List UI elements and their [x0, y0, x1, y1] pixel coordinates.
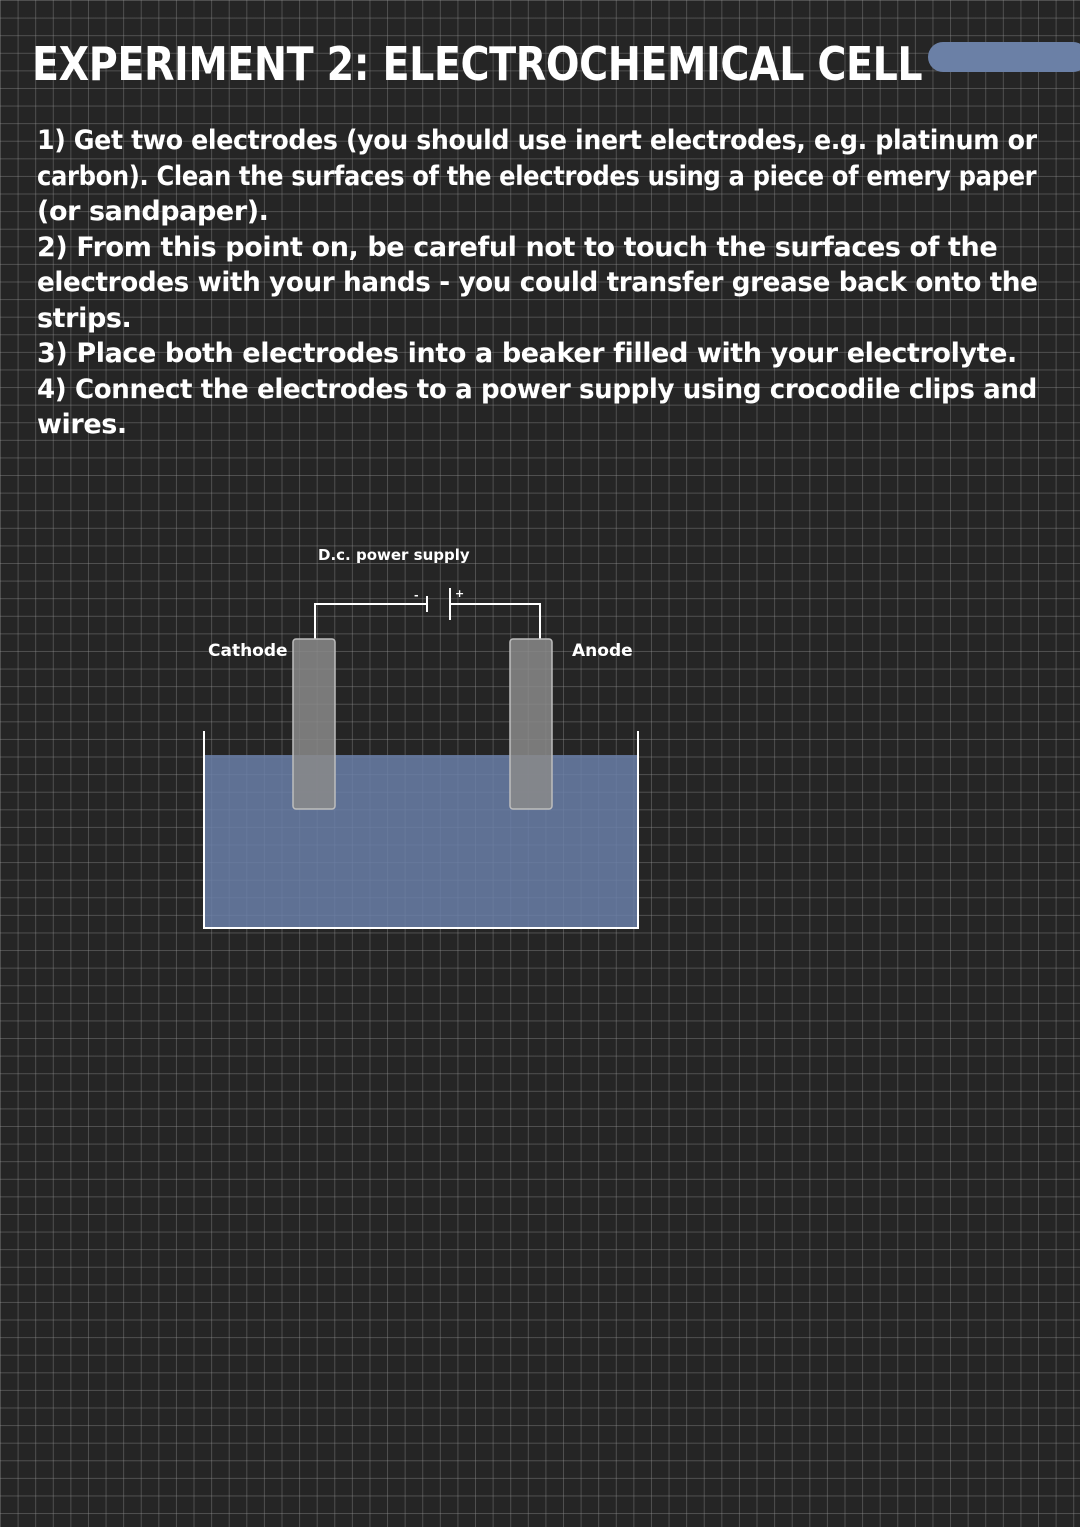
- step-2-line-3: strips.: [37, 302, 132, 334]
- anode-electrode: [510, 639, 552, 809]
- cathode-label: Cathode: [208, 641, 288, 661]
- step-1-line-1: 1) Get two electrodes (you should use inert electrodes, e.g. platinum or: [37, 125, 1037, 156]
- step-2-line-1: 2) From this point on, be careful not to touch the surfaces of the: [37, 231, 998, 263]
- cathode-electrode: [293, 639, 335, 809]
- step-1-line-3: (or sandpaper).: [37, 196, 269, 227]
- power-supply-label: D.c. power supply: [318, 546, 470, 564]
- wire-right: [450, 604, 540, 639]
- anode-label: Anode: [572, 641, 633, 661]
- step-4-line-1: 4) Connect the electrodes to a power supply using crocodile clips and: [37, 373, 1037, 405]
- step-3-line-1: 3) Place both electrodes into a beaker filled with your electrolyte.: [37, 338, 1017, 369]
- step-4-line-2: wires.: [37, 409, 127, 440]
- electrolyte: [204, 755, 638, 928]
- step-1-line-2: carbon). Clean the surfaces of the electrodes using a piece of emery paper: [37, 160, 1037, 192]
- wire-left: [315, 604, 427, 639]
- positive-terminal-label: +: [455, 587, 465, 600]
- negative-terminal-label: -: [414, 589, 419, 602]
- page-title: EXPERIMENT 2: ELECTROCHEMICAL CELL: [32, 37, 923, 91]
- step-2-line-2: electrodes with your hands - you could transfer grease back onto the: [37, 267, 1038, 298]
